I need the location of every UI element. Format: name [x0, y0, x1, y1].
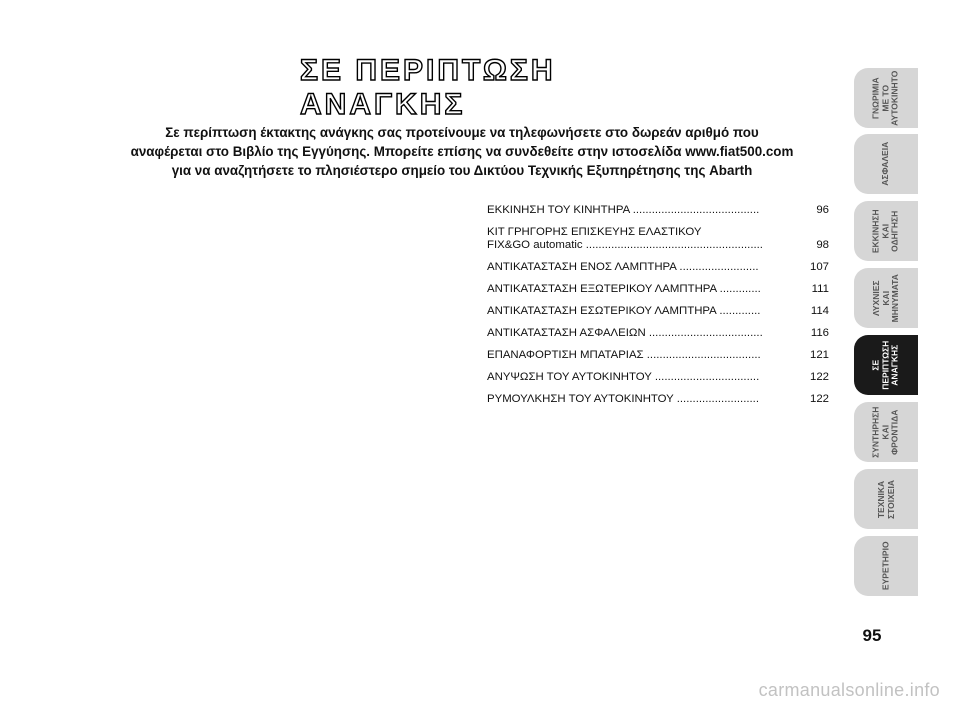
toc-entry-text: ΑΝΤΙΚΑΤΑΣΤΑΣΗ ΕΣΩΤΕΡΙΚΟΥ ΛΑΜΠΤΗΡΑ .............	[487, 305, 761, 317]
chapter-tab-label-line: ΠΕΡΙΠΤΩΣΗ	[880, 340, 891, 390]
chapter-tab-label-line: ΛΥΧΝΙΕΣ	[870, 280, 881, 316]
chapter-tab-label-line: ΜΗΝΥΜΑΤΑ	[889, 273, 900, 323]
toc-entry-text: ΑΝΤΙΚΑΤΑΣΤΑΣΗ ΑΣΦΑΛΕΙΩΝ ....................................	[487, 327, 763, 339]
toc-page-number: 121	[809, 349, 829, 361]
chapter-tab[interactable]	[854, 536, 918, 596]
toc-entry[interactable]	[487, 371, 829, 384]
chapter-tab-label-line: ΓΝΩΡΙΜΙΑ	[870, 77, 881, 119]
chapter-tab-label	[872, 406, 901, 457]
toc-entry-text: ΕΠΑΝΑΦΟΡΤΙΣΗ ΜΠΑΤΑΡΙΑΣ ....................................	[487, 349, 761, 361]
chapter-tab-label	[881, 542, 891, 591]
chapter-tab-label-line: ΣΕ	[870, 359, 881, 371]
chapter-tab-label	[876, 480, 895, 519]
toc-entry[interactable]	[487, 204, 829, 217]
toc-entry-text: ΡΥΜΟΥΛΚΗΣΗ ΤΟΥ ΑΥΤΟΚΙΝΗΤΟΥ ..........................	[487, 393, 760, 405]
chapter-tab[interactable]	[854, 469, 918, 529]
chapter-tab-label-line: ΑΝΑΓΚΗΣ	[889, 344, 900, 386]
toc-entry-text: ΚΙΤ ΓΡΗΓΟΡΗΣ ΕΠΙΣΚΕΥΗΣ ΕΛΑΣΤΙΚΟΥ	[487, 226, 702, 238]
toc-entry[interactable]	[487, 349, 829, 362]
toc-page-number: 107	[809, 261, 829, 273]
chapter-tab-label-line: ΣΤΟΙΧΕΙΑ	[884, 479, 895, 519]
chapter-tab[interactable]	[854, 402, 918, 462]
toc-page-number: 116	[810, 327, 829, 339]
chapter-tab-label-line: ΚΑΙ	[880, 223, 891, 239]
chapter-tab-label-line: ΕΥΡΕΤΗΡΙΟ	[880, 541, 891, 591]
chapter-tab[interactable]	[854, 335, 918, 395]
toc-page-number: 122	[809, 393, 829, 405]
intro-line: Σε περίπτωση έκτακτης ανάγκης σας προτείνουμε να τηλεφωνήσετε στο δωρεάν αριθμό που	[165, 125, 759, 140]
chapter-tab-label	[872, 209, 901, 253]
intro-paragraph	[82, 123, 842, 180]
chapter-tab[interactable]	[854, 201, 918, 261]
chapter-tab-label-line: ΤΕΧΝΙΚΑ	[875, 480, 886, 518]
toc-entry-text: FIX&GO automatic ........................................................	[487, 239, 763, 251]
chapter-tab-label-line: ΜΕ ΤΟ	[880, 84, 891, 112]
chapter-tab-label-line: ΦΡΟΝΤΙΔΑ	[889, 409, 900, 455]
chapter-tab[interactable]	[854, 68, 918, 128]
toc-entry-text: ΑΝΥΨΩΣΗ ΤΟΥ ΑΥΤΟΚΙΝΗΤΟΥ .................................	[487, 371, 760, 383]
chapter-tab-label	[872, 274, 901, 322]
toc-page-number: 111	[811, 283, 829, 295]
chapter-tab-label	[872, 70, 901, 125]
intro-line: αναφέρεται στο Βιβλίο της Εγγύησης. Μπορείτε επίσης να συνδεθείτε στην ιστοσελίδα www.fiat500.com	[130, 144, 794, 159]
toc-page-number: 122	[809, 371, 829, 383]
toc-entry[interactable]	[487, 393, 829, 406]
chapter-tab[interactable]	[854, 268, 918, 328]
chapter-tab-label-line: ΕΚΚΙΝΗΣΗ	[870, 209, 881, 253]
chapter-tab-label-line: ΚΑΙ	[880, 424, 891, 440]
chapter-tab-label-line: ΑΣΦΑΛΕΙΑ	[880, 142, 891, 186]
toc-page-number: 98	[816, 239, 829, 251]
intro-line: για να αναζητήσετε το πλησιέστερο σημείο του Δικτύου Τεχνικής Εξυπηρέτησης της Abarth	[171, 163, 753, 178]
table-of-contents	[487, 204, 829, 415]
toc-entry[interactable]	[487, 283, 829, 296]
toc-entry[interactable]	[487, 261, 829, 274]
toc-entry-text: ΕΚΚΙΝΗΣΗ ΤΟΥ ΚΙΝΗΤΗΡΑ ........................................	[487, 204, 760, 216]
chapter-tab[interactable]	[854, 134, 918, 194]
toc-entry[interactable]	[487, 327, 829, 340]
page-number: 95	[862, 626, 882, 645]
toc-entry-text: ΑΝΤΙΚΑΤΑΣΤΑΣΗ ΕΝΟΣ ΛΑΜΠΤΗΡΑ .........................	[487, 261, 759, 273]
watermark: carmanualsonline.info	[758, 680, 940, 700]
chapter-tab-label	[881, 142, 891, 186]
chapter-tab-label-line: ΟΔΗΓΗΣΗ	[889, 210, 900, 252]
chapter-tab-label-line: ΣΥΝΤΗΡΗΣΗ	[870, 406, 881, 458]
chapter-tab-label-line: ΑΥΤΟΚΙΝΗΤΟ	[889, 70, 900, 126]
toc-page-number: 114	[810, 305, 829, 317]
chapter-tab-label-line: ΚΑΙ	[880, 290, 891, 306]
chapter-tab-label	[872, 340, 901, 389]
toc-entry[interactable]	[487, 305, 829, 318]
toc-page-number: 96	[816, 204, 829, 216]
toc-entry-text: ΑΝΤΙΚΑΤΑΣΤΑΣΗ ΕΞΩΤΕΡΙΚΟΥ ΛΑΜΠΤΗΡΑ .............	[487, 283, 761, 295]
toc-entry[interactable]	[487, 226, 829, 252]
page-title: ΣΕ ΠΕΡΙΠΤΩΣΗ ΑΝΑΓΚΗΣ	[300, 54, 556, 121]
